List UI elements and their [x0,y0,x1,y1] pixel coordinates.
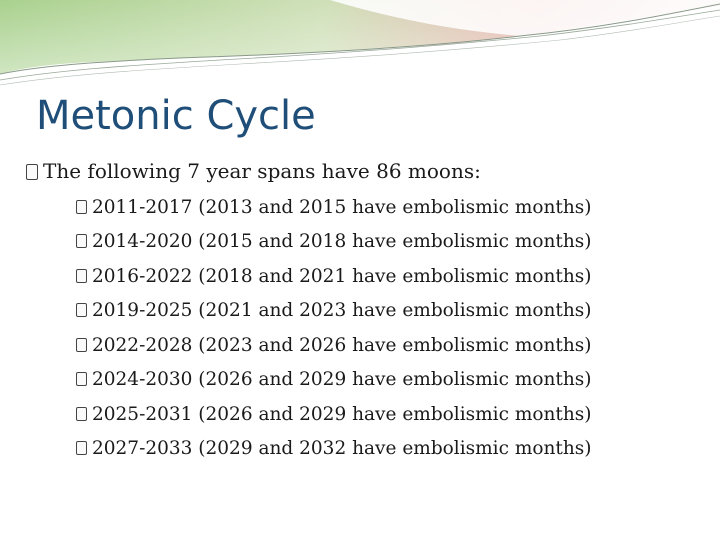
bullet-glyph-icon [76,234,87,248]
list-item-text: 2011-2017 (2013 and 2015 have embolismic months) [92,197,592,218]
list-item-text: 2019-2025 (2021 and 2023 have embolismic months) [92,300,592,321]
bullet-glyph-icon [76,200,87,214]
list-item [76,262,591,292]
list-item [76,296,591,326]
list-item [76,331,591,361]
list-item [76,193,591,223]
bullet-glyph-icon [76,407,87,421]
list-item [76,400,591,430]
bullet-glyph-icon [26,164,38,180]
list-item [76,365,591,395]
list-item-text: 2014-2020 (2015 and 2018 have embolismic months) [92,231,592,252]
list-item [76,434,591,464]
list-item-text: 2016-2022 (2018 and 2021 have embolismic months) [92,266,592,287]
list-item-text: 2024-2030 (2026 and 2029 have embolismic months) [92,369,592,390]
list-item-text: 2027-2033 (2029 and 2032 have embolismic months) [92,438,592,459]
bullet-glyph-icon [76,303,87,317]
lead-bullet [26,156,481,186]
bullet-glyph-icon [76,441,87,455]
bullet-glyph-icon [76,269,87,283]
bullet-glyph-icon [76,338,87,352]
list-item-text: 2022-2028 (2023 and 2026 have embolismic months) [92,335,592,356]
list-item [76,227,591,257]
header-decoration [0,0,720,90]
bullet-glyph-icon [76,372,87,386]
list-item-text: 2025-2031 (2026 and 2029 have embolismic months) [92,404,592,425]
lead-text: The following 7 year spans have 86 moons: [43,159,481,183]
slide-title: Metonic Cycle [36,93,316,139]
